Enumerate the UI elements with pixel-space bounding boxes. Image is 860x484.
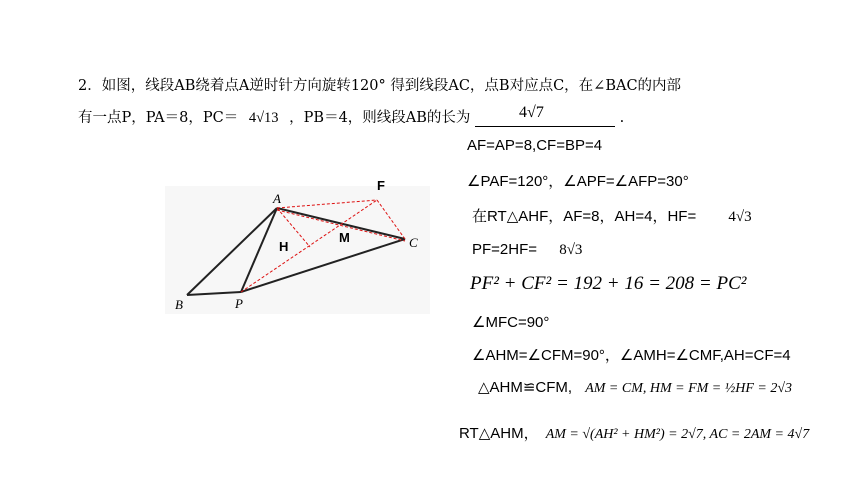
solution-step-8: [478, 377, 792, 397]
problem-line-1: 2．如图，线段AB绕着点A逆时针方向旋转120° 得到线段AC，点B对应点C，在∠BAC的内部: [78, 78, 682, 94]
answer-blank: [475, 104, 615, 127]
problem-line2-end: .: [619, 110, 625, 126]
solution-step-9: [459, 422, 809, 443]
label-f: F: [377, 178, 385, 193]
solution-step-6: ∠MFC=90°: [472, 314, 550, 331]
solution-step-4: [472, 241, 582, 259]
label-p: P: [235, 296, 243, 311]
problem-line2-mid: ，PB＝4，则线段AB的长为: [289, 110, 471, 126]
step4-text: PF=2HF=: [472, 241, 538, 258]
solution-step-7: ∠AHM=∠CFM=90°，∠AMH=∠CMF,AH=CF=4: [472, 347, 791, 364]
label-c: C: [409, 235, 418, 250]
solution-step-5: PF² + CF² = 192 + 16 = 208 = PC²: [470, 273, 747, 294]
pc-value: 4√13: [248, 110, 279, 126]
solution-step-3: [472, 205, 752, 226]
problem-line-2: [78, 106, 624, 127]
hf-value: 4√3: [728, 209, 752, 225]
answer-value: 4√7: [519, 104, 544, 121]
solution-step-2: ∠PAF=120°，∠APF=∠AFP=30°: [467, 173, 689, 190]
label-m: M: [339, 230, 350, 245]
problem-line2-prefix: 有一点P，PA＝8，PC＝: [78, 110, 239, 126]
label-a: A: [273, 191, 281, 206]
step8-math: AM = CM, HM = FM = ½HF = 2√3: [585, 381, 793, 396]
label-h: H: [279, 239, 289, 254]
pf-value: 8√3: [559, 242, 583, 258]
step8-prefix: △AHM≌CFM,: [478, 379, 573, 396]
step9-math: AM = √(AH² + HM²) = 2√7, AC = 2AM = 4√7: [545, 427, 810, 442]
label-b: B: [175, 297, 183, 312]
step3-text: 在RT△AHF，AF=8，AH=4，HF=: [472, 208, 697, 225]
step9-prefix: RT△AHM，: [459, 425, 539, 442]
solution-step-1: AF=AP=8,CF=BP=4: [467, 137, 603, 154]
geometry-figure: [165, 172, 430, 317]
